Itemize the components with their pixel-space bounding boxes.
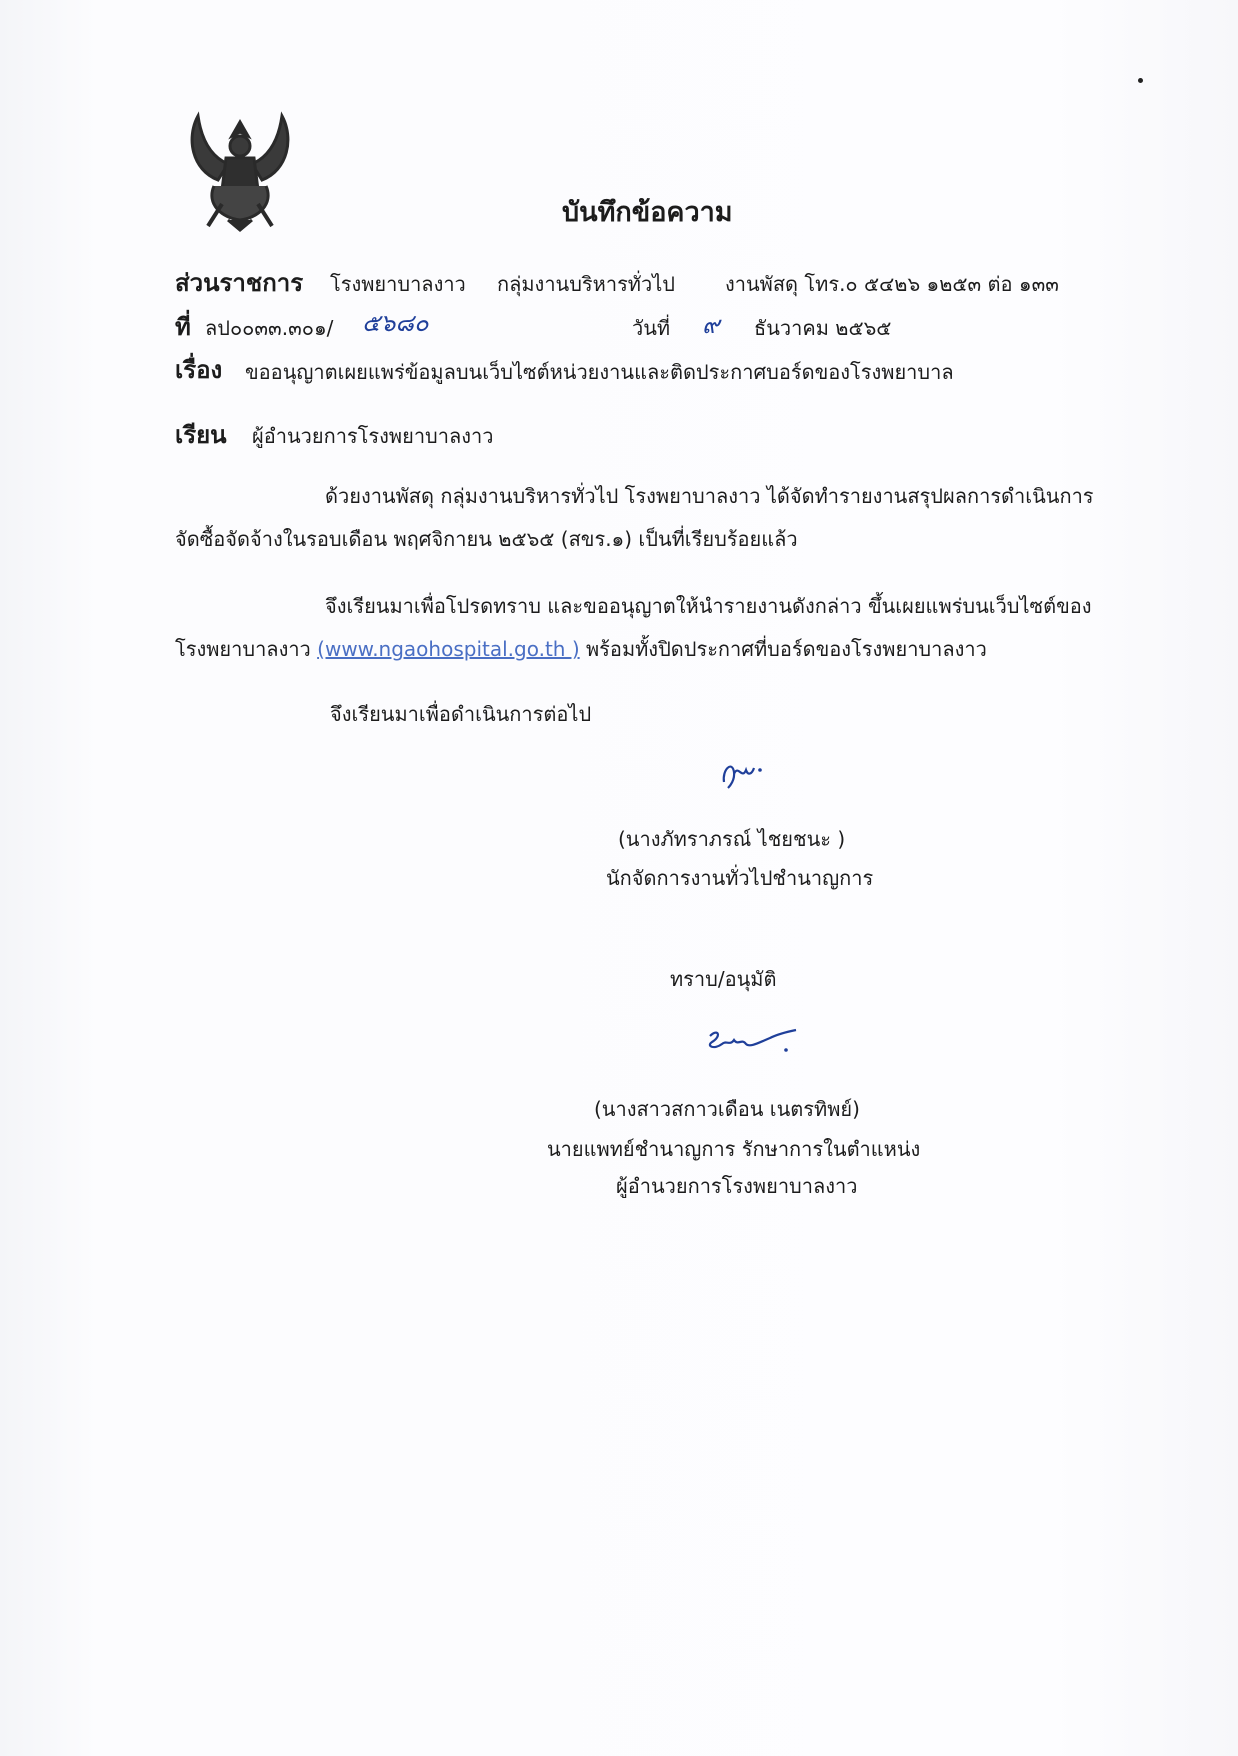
date-day-handwritten: ๙ — [702, 311, 720, 339]
date-label: วันที่ — [632, 316, 671, 340]
body-p1-line1: ด้วยงานพัสดุ กลุ่มงานบริหารทั่วไป โรงพยาบาลงาว ได้จัดทำรายงานสรุปผลการดำเนินการ — [325, 484, 1094, 508]
agency-contact: งานพัสดุ โทร.๐ ๕๔๒๖ ๑๒๕๓ ต่อ ๑๓๓ — [725, 272, 1059, 296]
page-title: บันทึกข้อความ — [562, 197, 733, 228]
website-link[interactable]: (www.ngaohospital.go.th ) — [317, 637, 580, 661]
signature-2-icon — [700, 1022, 800, 1058]
body-p2-suffix: พร้อมทั้งปิดประกาศที่บอร์ดของโรงพยาบาลงาว — [586, 637, 987, 661]
signer1-name: (นางภัทราภรณ์ ไชยชนะ ) — [618, 827, 846, 851]
signer1-position: นักจัดการงานทั่วไปชำนาญการ — [606, 866, 874, 890]
garuda-emblem-icon — [178, 108, 302, 232]
scan-speck — [1138, 78, 1143, 83]
subject-value: ขออนุญาตเผยแพร่ข้อมูลบนเว็บไซต์หน่วยงานและติดประกาศบอร์ดของโรงพยาบาล — [245, 360, 954, 384]
to-value: ผู้อำนวยการโรงพยาบาลงาว — [252, 424, 494, 448]
agency-value: โรงพยาบาลงาว — [330, 272, 466, 296]
body-p2-prefix: โรงพยาบาลงาว — [175, 637, 311, 661]
signer2-position1: นายแพทย์ชำนาญการ รักษาการในตำแหน่ง — [547, 1137, 921, 1161]
body-p3: จึงเรียนมาเพื่อดำเนินการต่อไป — [330, 702, 592, 726]
subject-label: เรื่อง — [175, 356, 223, 384]
body-p2-line2 — [175, 633, 987, 665]
signature-1-icon — [718, 752, 768, 792]
ref-label: ที่ — [175, 313, 191, 341]
signer2-name: (นางสาวสกาวเดือน เนตรทิพย์) — [594, 1097, 860, 1121]
signer2-position2: ผู้อำนวยการโรงพยาบาลงาว — [616, 1174, 858, 1198]
body-p1-line2: จัดซื้อจัดจ้างในรอบเดือน พฤศจิกายน ๒๕๖๕ (สขร.๑) เป็นที่เรียบร้อยแล้ว — [175, 527, 798, 551]
to-label: เรียน — [175, 421, 227, 449]
ref-number-handwritten: ๕๖๘๐ — [362, 309, 429, 337]
date-month-year: ธันวาคม ๒๕๖๕ — [754, 316, 892, 340]
ref-value: ลป๐๐๓๓.๓๐๑/ — [205, 316, 334, 340]
agency-group: กลุ่มงานบริหารทั่วไป — [497, 272, 675, 296]
approval-label: ทราบ/อนุมัติ — [670, 967, 777, 991]
body-p2-line1: จึงเรียนมาเพื่อโปรดทราบ และขออนุญาตให้นำรายงานดังกล่าว ขึ้นเผยแพร่บนเว็บไซต์ของ — [325, 594, 1092, 618]
agency-label: ส่วนราชการ — [175, 269, 304, 297]
